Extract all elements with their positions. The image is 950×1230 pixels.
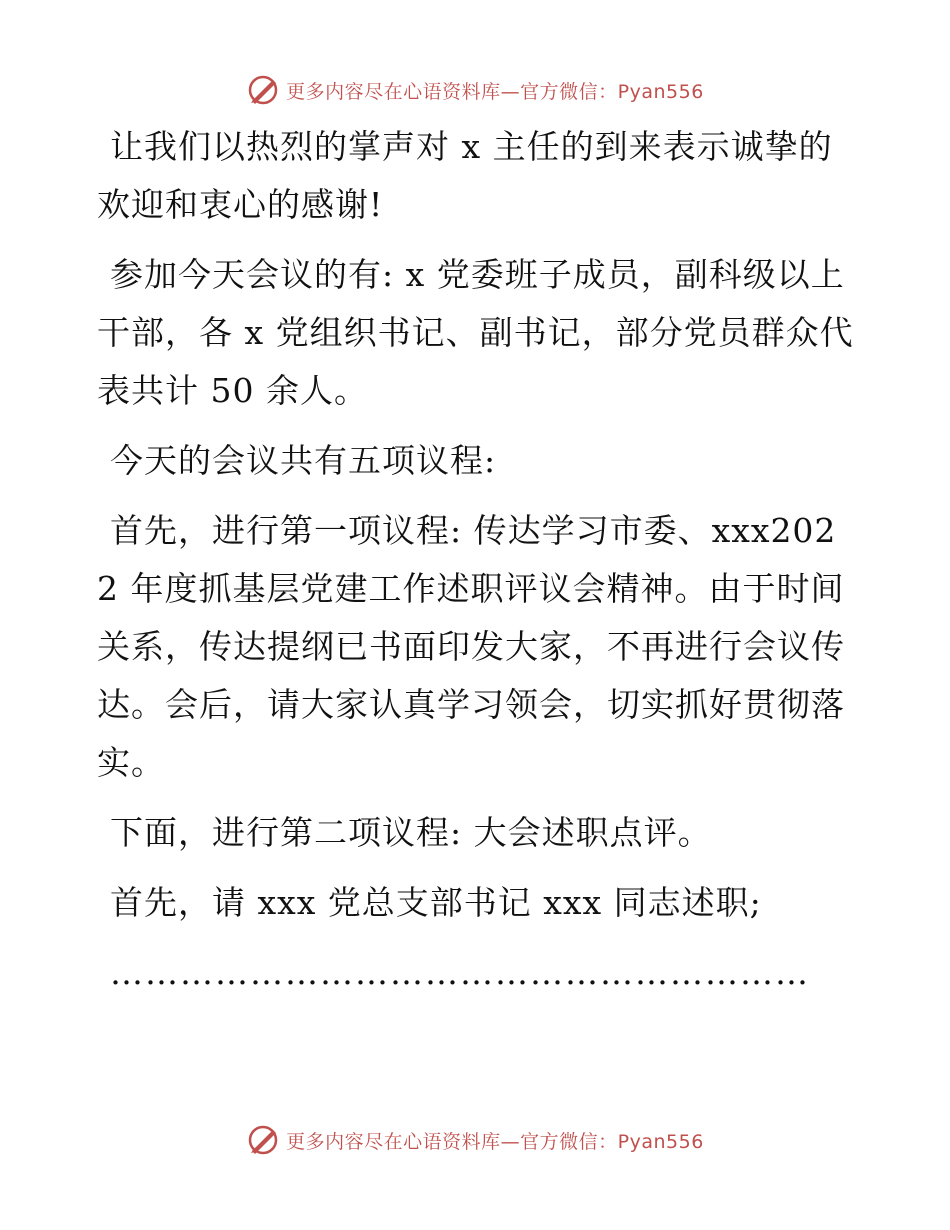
pen-circle-logo-icon: [246, 1123, 280, 1157]
document-body: [97, 118, 857, 1002]
paragraph-first-report: 首先，请 xxx 党总支部书记 xxx 同志述职;: [110, 883, 762, 922]
footer-banner-text: 更多内容尽在心语资料库—官方微信：Pyan556: [286, 1130, 704, 1153]
paragraph-ellipsis: ……………………………………………………: [110, 953, 810, 992]
footer-banner: [0, 1120, 950, 1160]
header-banner: [0, 70, 950, 110]
paragraph-agenda-item-1: 首先，进行第一项议程: 传达学习市委、xxx2022 年度抓基层党建工作述职评议会精神。由于时间关系，传达提纲已书面印发大家，不再进行会议传达。会后，请大家认真学习领会，切实抓好贯彻落实。: [97, 511, 845, 782]
paragraph-agenda-item-2: 下面，进行第二项议程: 大会述职点评。: [110, 813, 712, 852]
paragraph-agenda-intro: 今天的会议共有五项议程:: [110, 441, 497, 480]
header-banner-text: 更多内容尽在心语资料库—官方微信：Pyan556: [286, 80, 704, 103]
pen-circle-logo-icon: [246, 73, 280, 107]
paragraph-welcome: 让我们以热烈的掌声对 x 主任的到来表示诚挚的欢迎和衷心的感谢!: [97, 127, 833, 224]
paragraph-attendees: 参加今天会议的有: x 党委班子成员，副科级以上干部，各 x 党组织书记、副书记，部分党员群众代表共计 50 余人。: [97, 255, 854, 410]
